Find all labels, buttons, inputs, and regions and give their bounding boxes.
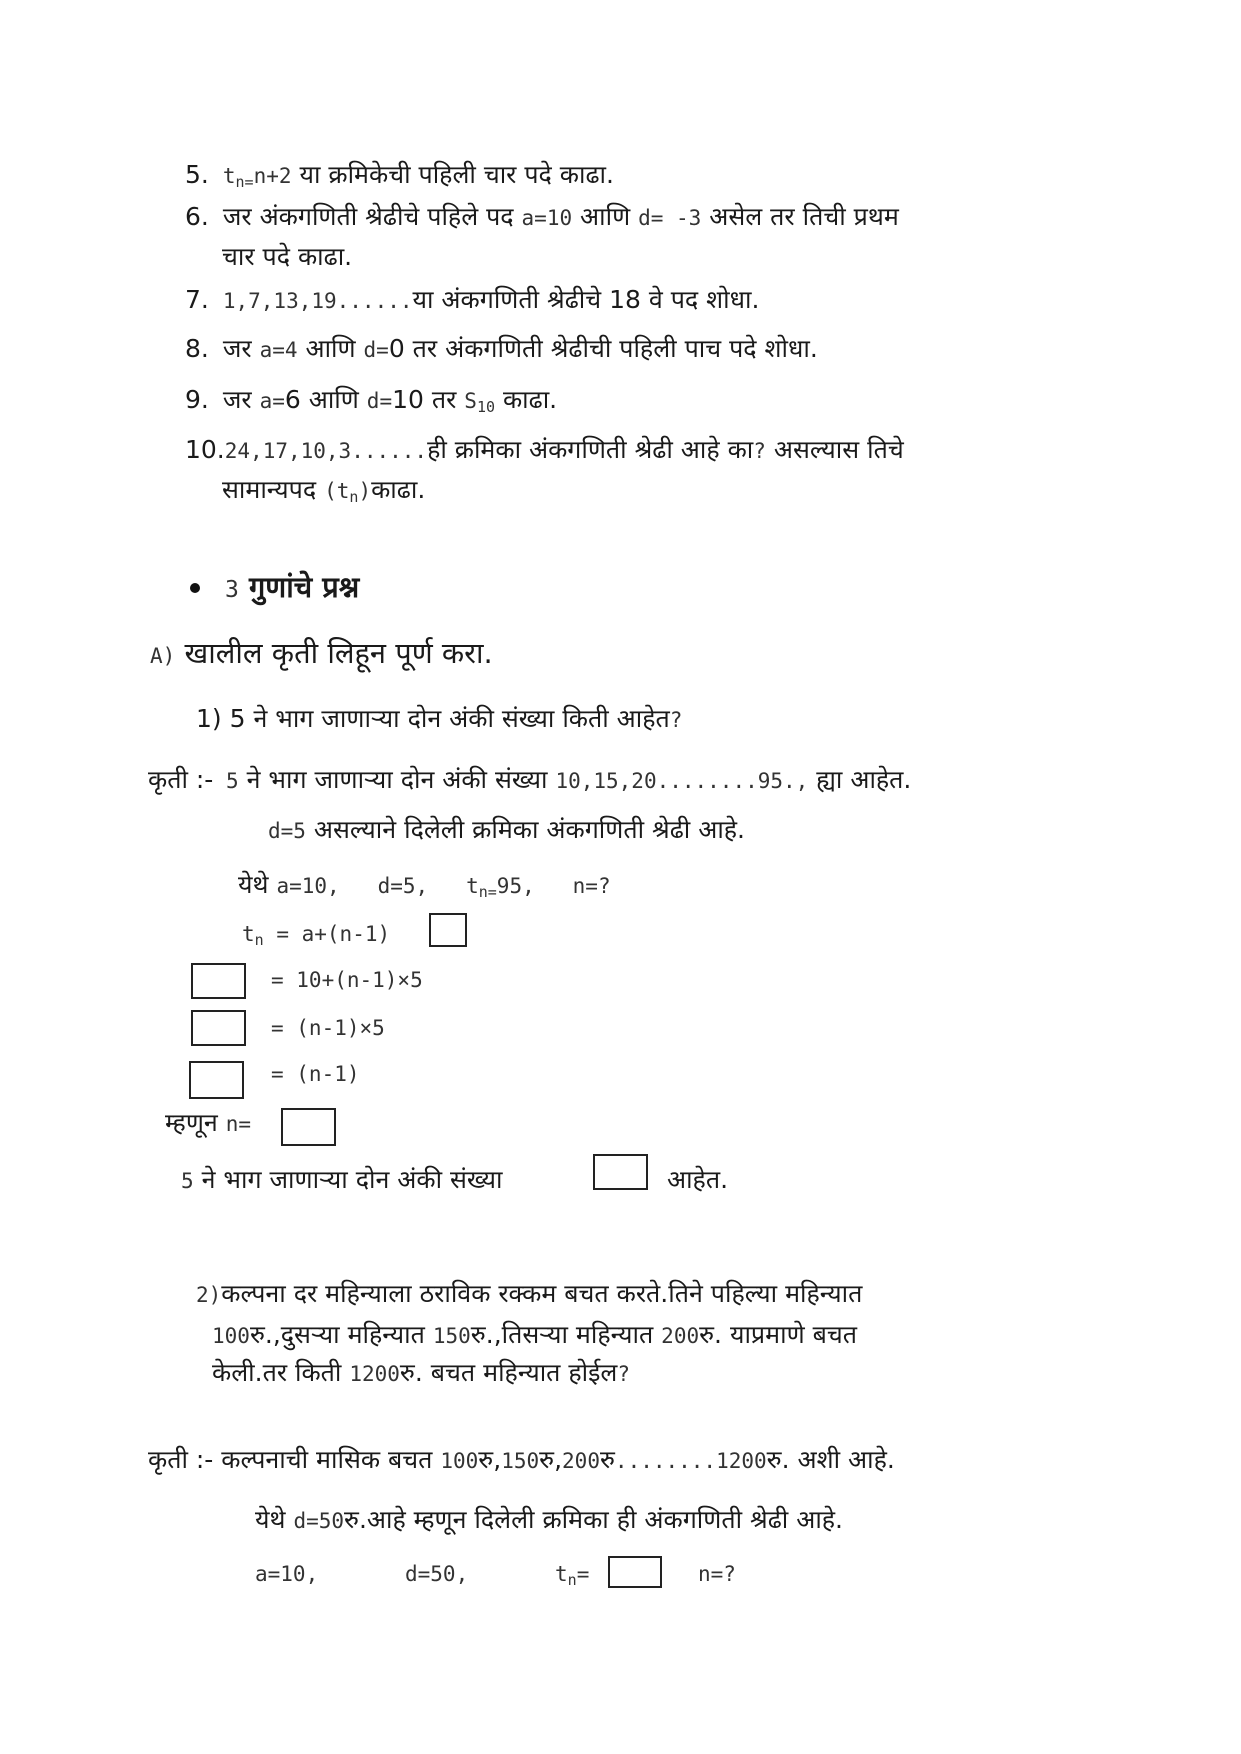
problem-2-kruti-line-1: कृती :- कल्पनाची मासिक बचत 100रु,150रु,200रु........1200रु. अशी आहे. [148, 1445, 895, 1474]
problem-1-kruti-line-1: कृती :- 5 ने भाग जाणाऱ्या दोन अंकी संख्या 10,15,20........95., ह्या आहेत. [148, 765, 912, 794]
problem-2-values: a=10, [255, 1562, 319, 1586]
section-heading: 3 गुणांचे प्रश्न [225, 570, 360, 604]
answer-box-7[interactable] [608, 1556, 662, 1588]
section-bullet-icon [190, 583, 200, 593]
problem-1-therefore: म्हणून n= [165, 1108, 252, 1137]
answer-box-5[interactable] [281, 1108, 336, 1146]
problem-2-n-value: n=? [698, 1562, 736, 1586]
problem-1-given-values: येथे a=10, d=5, $t_{n=}95$, n=? [238, 870, 611, 901]
answer-box-2[interactable] [191, 963, 246, 999]
problem-2-question-line-2: 100रु.,दुसऱ्या महिन्यात 150रु.,तिसऱ्या महिन्यात 200रु. याप्रमाणे बचत [212, 1320, 858, 1349]
question-5: 5. $t_{n=}n+2$ या क्रमिकेची पहिली चार पदे काढा. [185, 160, 614, 191]
problem-2-question-line-3: केली.तर किती 1200रु. बचत महिन्यात होईल? [212, 1358, 630, 1387]
answer-box-6[interactable] [593, 1154, 648, 1190]
problem-1-step-3: = (n-1) [271, 1062, 360, 1086]
problem-1-question: 1) 5 ने भाग जाणाऱ्या दोन अंकी संख्या किती आहेत? [196, 704, 683, 733]
problem-1-conclusion: 5 ने भाग जाणाऱ्या दोन अंकी संख्या [181, 1165, 503, 1194]
part-a-heading: A) खालील कृती लिहून पूर्ण करा. [150, 636, 493, 670]
problem-1-conclusion-end: आहेत. [667, 1165, 729, 1194]
problem-2-question-line-1: 2)कल्पना दर महिन्याला ठराविक रक्कम बचत करते.तिने पहिल्या महिन्यात [196, 1279, 863, 1308]
problem-1-formula: $t_n = a+(n-1)$ [242, 922, 391, 949]
problem-2-d-value: d=50, [405, 1562, 469, 1586]
question-7: 7. 1,7,13,19......या अंकगणिती श्रेढीचे 18 वे पद शोधा. [185, 285, 760, 314]
question-6: 6. जर अंकगणिती श्रेढीचे पहिले पद a=10 आणि d= -3 असेल तर तिची प्रथम [185, 202, 899, 231]
problem-1-step-2: = (n-1)×5 [271, 1016, 385, 1040]
problem-1-kruti-line-2: d=5 असल्याने दिलेली क्रमिका अंकगणिती श्रेढी आहे. [268, 815, 745, 844]
answer-box-1[interactable] [429, 913, 467, 947]
question-10: 10.24,17,10,3......ही क्रमिका अंकगणिती श्रेढी आहे का? असल्यास तिचे [185, 435, 904, 464]
question-8: 8. जर a=4 आणि d=0 तर अंकगणिती श्रेढीची पहिली पाच पदे शोधा. [185, 334, 818, 363]
question-10-cont: सामान्यपद $(t_n)काढा$. [222, 475, 426, 506]
question-9: 9. जर a=6 आणि d=10 तर $S_{10}$ काढा. [185, 385, 558, 416]
problem-2-tn-label: $t_n=$ [555, 1562, 590, 1589]
answer-box-4[interactable] [189, 1061, 244, 1099]
problem-2-kruti-line-2: येथे d=50रु.आहे म्हणून दिलेली क्रमिका ही अंकगणिती श्रेढी आहे. [255, 1505, 843, 1534]
question-6-cont: चार पदे काढा. [222, 242, 353, 271]
problem-1-step-1: = 10+(n-1)×5 [271, 968, 423, 992]
answer-box-3[interactable] [191, 1010, 246, 1046]
